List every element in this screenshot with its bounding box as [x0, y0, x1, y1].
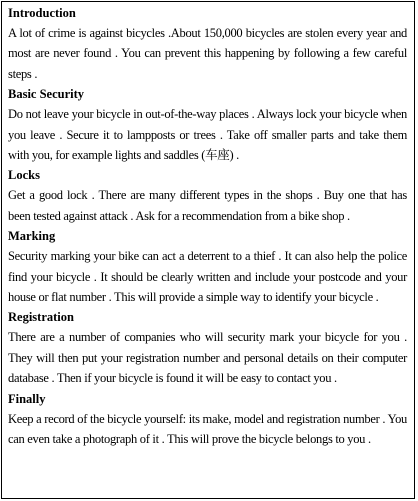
section-body-introduction: A lot of crime is against bicycles .About 150,000 bicycles are stolen every year and most are never found . You can prevent this happening by following a few careful steps .	[8, 26, 407, 81]
section-title-finally: Finally	[8, 391, 46, 406]
section-body-locks: Get a good lock . There are many different types in the shops . Buy one that has been tested against attack . Ask for a recommendation from a bike shop .	[8, 188, 407, 223]
section-marking	[8, 226, 407, 307]
section-locks	[8, 165, 407, 226]
section-title-introduction: Introduction	[8, 6, 76, 20]
section-title-registration: Registration	[8, 310, 74, 325]
section-body-basic-security: Do not leave your bicycle in out-of-the-way places . Always lock your bicycle when you leave . Secure it to lampposts or trees . Take off smaller parts and take them with you, for example lights and saddles (车座) .	[8, 107, 407, 163]
section-title-marking: Marking	[8, 229, 56, 244]
section-body-registration: There are a number of companies who will security mark your bicycle for you . They will then put your registration number and personal details on their computer database . Then if your bicycle is found it will be easy to contact you .	[8, 330, 407, 386]
section-body-finally: Keep a record of the bicycle yourself: its make, model and registration number . You can even take a photograph of it . This will prove the bicycle belongs to you .	[8, 411, 407, 447]
section-finally	[8, 389, 407, 450]
section-basic-security	[8, 84, 407, 165]
section-title-locks: Locks	[8, 168, 40, 183]
section-registration	[8, 307, 407, 388]
section-title-basic-security: Basic Security	[8, 87, 85, 102]
document-frame	[1, 1, 415, 499]
section-introduction	[8, 3, 407, 84]
section-body-marking: Security marking your bike can act a deterrent to a thief . It can also help the police find your bicycle . It should be clearly written and include your postcode and your house or flat number . This will provide a simple way to identify your bicycle .	[8, 249, 407, 305]
